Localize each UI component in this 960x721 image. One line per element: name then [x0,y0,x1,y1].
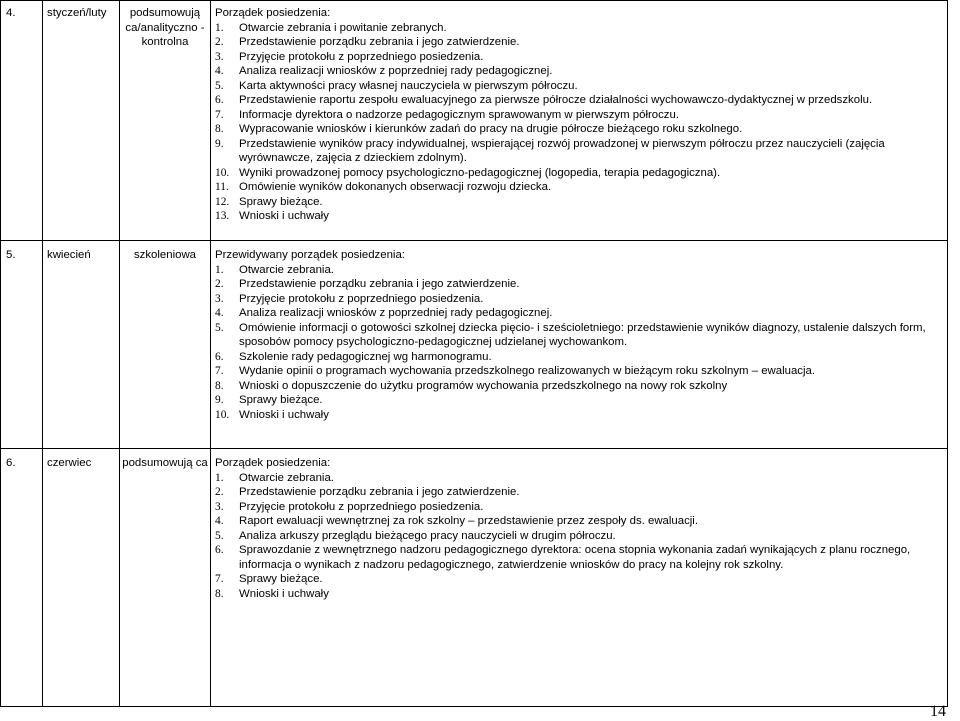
agenda-item [215,64,947,79]
row-number: 5. [1,241,43,449]
agenda-item-number: 3. [215,50,224,63]
agenda-item-number: 10. [215,408,230,421]
agenda-item-text: Analiza realizacji wniosków z poprzedniej rady pedagogicznej. [239,65,553,77]
agenda-item [215,21,947,36]
agenda-item-text: Wypracowanie wniosków i kierunków zadań do pracy na drugie półrocze bieżącego roku szkolnego. [239,123,743,135]
agenda-cell [211,241,948,449]
agenda-item-number: 13. [215,210,230,222]
meeting-type-cell: podsumowują ca [120,449,211,707]
agenda-item [215,379,947,394]
table-row [1,1,948,241]
agenda-item-text: Otwarcie zebrania. [239,471,334,484]
agenda-item-text: Przedstawienie wyników pracy indywidualnej, wspierającej rozwój prowadzonej w pierwszym półroczu przez nauczycieli (zajęcia wyrównawcze, zajęcia z dzieckiem zdolnym). [239,137,885,164]
agenda-item-number: 5. [215,79,224,92]
agenda-item [215,50,947,65]
agenda-item [215,277,947,292]
page-number: 14 [930,703,946,720]
agenda-item-number: 6. [215,544,224,556]
agenda-item-text: Wnioski i uchwały [239,210,329,222]
agenda-item-number: 5. [215,321,224,334]
agenda-item-text: Wydanie opinii o programach wychowania przedszkolnego realizowanych w bieżącym roku szkolnym – ewaluacja. [239,365,816,377]
agenda-item [215,166,947,181]
agenda-item-text: Przedstawienie porządku zebrania i jego zatwierdzenie. [239,486,520,498]
agenda-item-text: Wnioski i uchwały [239,587,329,600]
agenda-item-number: 1. [215,263,224,276]
agenda-item-text: Karta aktywności pracy własnej nauczyciela w pierwszym półroczu. [239,79,578,92]
agenda-item-text: Przedstawienie porządku zebrania i jego zatwierdzenie. [239,36,520,48]
agenda-list [215,21,947,224]
agenda-item-number: 8. [215,379,224,392]
agenda-item-text: Przedstawienie porządku zebrania i jego zatwierdzenie. [239,278,520,290]
month-cell: styczeń/luty [43,1,120,241]
agenda-item-number: 2. [215,486,224,498]
meeting-type-cell: szkoleniowa [120,241,211,449]
agenda-cell [211,1,948,241]
agenda-item [215,572,947,587]
agenda-item-number: 8. [215,587,224,600]
agenda-item-text: Otwarcie zebrania. [239,263,334,276]
agenda-item [215,137,947,166]
agenda-item [215,93,947,108]
table-row [1,241,948,449]
agenda-item-number: 6. [215,350,224,363]
agenda-item [215,350,947,365]
agenda-item-text: Sprawy bieżące. [239,195,323,208]
agenda-item-text: Analiza realizacji wniosków z poprzedniej rady pedagogicznej. [239,307,553,319]
agenda-item [215,292,947,307]
row-number: 4. [1,1,43,241]
agenda-item-number: 4. [215,307,224,319]
agenda-item [215,108,947,123]
agenda-item-text: Przyjęcie protokołu z poprzedniego posiedzenia. [239,50,484,63]
agenda-item [215,471,947,486]
agenda-item [215,514,947,529]
agenda-item-text: Przedstawienie raportu zespołu ewaluacyjnego za pierwsze półrocze działalności wychowawczo-dydaktycznej w przedszkolu. [239,94,873,106]
month-cell: kwiecień [43,241,120,449]
month-cell: czerwiec [43,449,120,707]
agenda-item-number: 10. [215,166,230,179]
meeting-type-cell: podsumowują ca/analityczno -kontrolna [120,1,211,241]
agenda-item-text: Informacje dyrektora o nadzorze pedagogicznym sprawowanym w pierwszym półroczu. [239,108,679,121]
agenda-item-number: 2. [215,36,224,48]
agenda-item [215,393,947,408]
agenda-item-number: 7. [215,365,224,377]
agenda-item [215,263,947,278]
agenda-item [215,485,947,500]
agenda-item [215,543,947,572]
agenda-item [215,35,947,50]
agenda-item [215,306,947,321]
table-row [1,449,948,707]
agenda-title: Porządek posiedzenia: [215,457,331,469]
agenda-cell [211,449,948,707]
agenda-item-number: 1. [215,471,224,484]
agenda-item-text: Raport ewaluacji wewnętrznej za rok szkolny – przedstawienie przez zespoły ds. ewaluacji. [239,515,699,527]
agenda-item [215,408,947,423]
agenda-item-number: 12. [215,195,230,208]
agenda-item [215,529,947,544]
agenda-item-number: 2. [215,278,224,290]
agenda-item-text: Omówienie informacji o gotowości szkolnej dziecka pięcio- i sześcioletniego: przedstawienie wyników diagnozy, ustalenie dalszych form, sposobów pomocy psychologiczno-pedagogicznej udzielanej wychowankom. [239,321,926,348]
agenda-item-number: 4. [215,65,224,77]
agenda-item-number: 3. [215,500,224,513]
agenda-item [215,122,947,137]
agenda-item-number: 3. [215,292,224,305]
agenda-item [215,209,947,224]
agenda-item-text: Przyjęcie protokołu z poprzedniego posiedzenia. [239,292,484,305]
agenda-title: Przewidywany porządek posiedzenia: [215,249,405,261]
agenda-item-number: 11. [215,181,229,193]
agenda-item-text: Sprawy bieżące. [239,573,323,585]
agenda-item-number: 8. [215,123,224,135]
agenda-item-text: Przyjęcie protokołu z poprzedniego posiedzenia. [239,500,484,513]
agenda-title: Porządek posiedzenia: [215,7,331,19]
agenda-item-number: 4. [215,515,224,527]
agenda-item-text: Wyniki prowadzonej pomocy psychologiczno-pedagogicznej (logopedia, terapia pedagogiczna). [239,166,721,179]
agenda-item-number: 5. [215,529,224,542]
agenda-item [215,195,947,210]
agenda-item [215,180,947,195]
agenda-item-text: Analiza arkuszy przeglądu bieżącego pracy nauczycieli w drugim półroczu. [239,529,616,542]
agenda-item [215,364,947,379]
row-number: 6. [1,449,43,707]
agenda-item-text: Omówienie wyników dokonanych obserwacji rozwoju dziecka. [239,181,552,193]
agenda-item-number: 1. [215,21,224,34]
agenda-item [215,500,947,515]
agenda-item-number: 7. [215,573,224,585]
agenda-item-number: 9. [215,394,224,406]
agenda-list [215,471,947,602]
agenda-item [215,587,947,602]
agenda-item [215,79,947,94]
agenda-item-number: 6. [215,94,224,106]
agenda-item-text: Szkolenie rady pedagogicznej wg harmonogramu. [239,350,492,363]
agenda-item-text: Wnioski o dopuszczenie do użytku programów wychowania przedszkolnego na nowy rok szkolny [239,379,728,392]
agenda-item-text: Sprawy bieżące. [239,394,323,406]
agenda-item-text: Sprawozdanie z wewnętrznego nadzoru pedagogicznego dyrektora: ocena stopnia wykonania zadań wynikających z planu rocznego, informacja o wynikach z nadzoru pedagogicznego, zatwierdzenie wniosków do pracy na kolejny rok szkolny. [239,544,911,571]
agenda-item-text: Otwarcie zebrania i powitanie zebranych. [239,21,447,34]
agenda-item-number: 9. [215,137,224,150]
agenda-list [215,263,947,423]
agenda-item-number: 7. [215,108,224,121]
agenda-item-text: Wnioski i uchwały [239,408,329,421]
agenda-item [215,321,947,350]
